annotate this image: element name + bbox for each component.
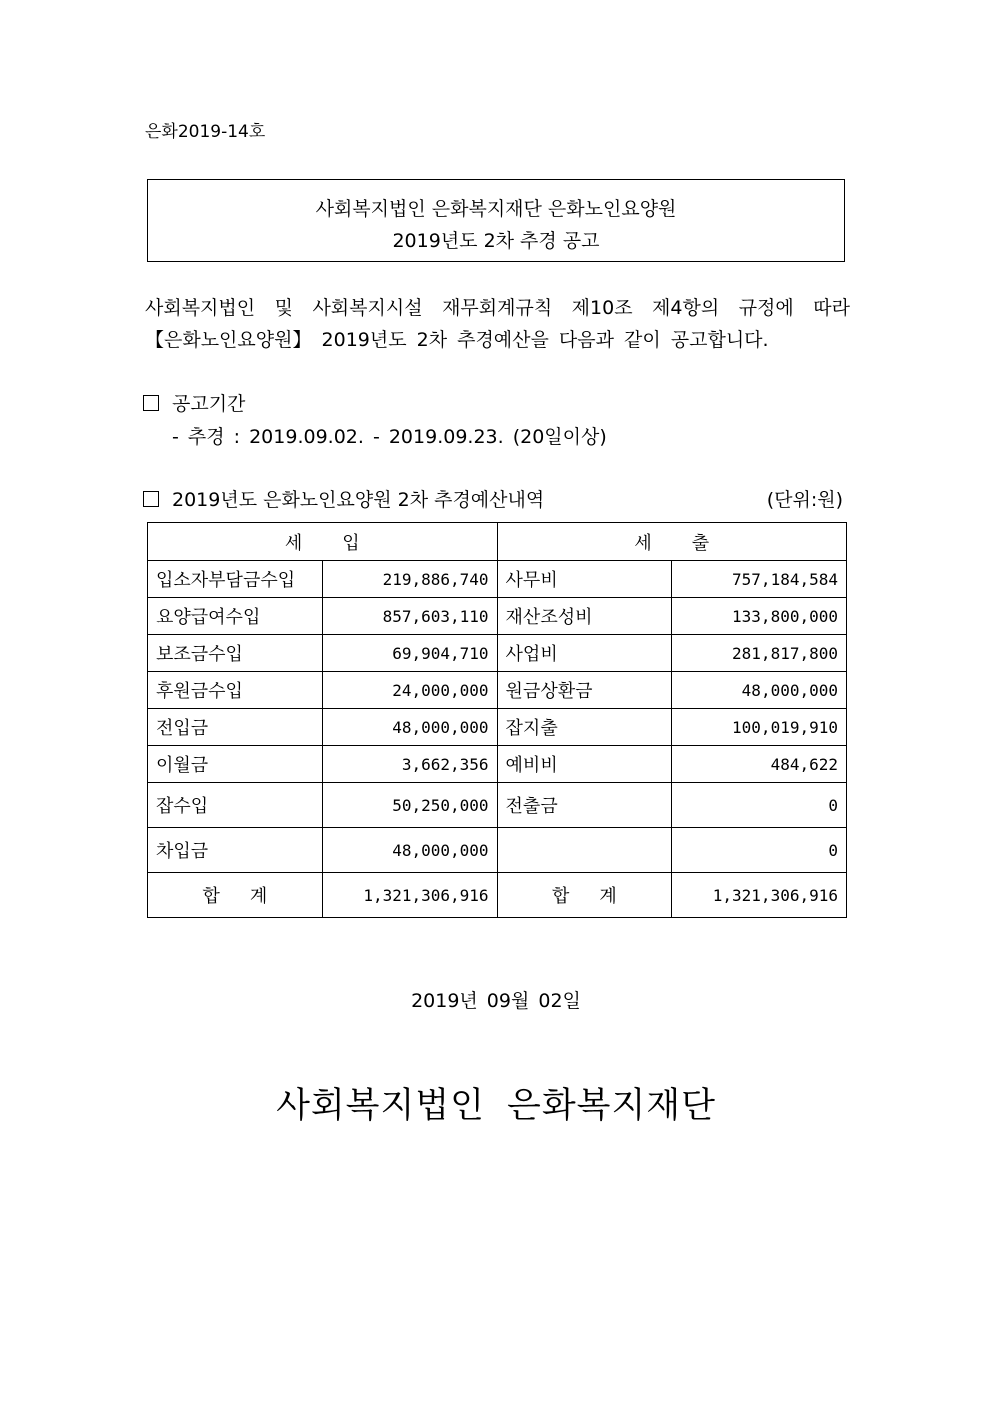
expense-amount: 281,817,800	[672, 635, 847, 672]
intro-paragraph	[145, 292, 850, 356]
table-row	[148, 672, 847, 709]
expense-amount: 757,184,584	[672, 561, 847, 598]
expense-amount: 0	[672, 828, 847, 873]
expense-item	[497, 828, 672, 873]
revenue-item: 차입금	[148, 828, 323, 873]
expense-amount: 0	[672, 783, 847, 828]
expense-amount: 484,622	[672, 746, 847, 783]
title-notice: 2019년도 2차 추경 공고	[392, 230, 600, 252]
revenue-amount: 219,886,740	[322, 561, 497, 598]
revenue-amount: 857,603,110	[322, 598, 497, 635]
title-organization: 사회복지법인 은화복지재단 은화노인요양원	[315, 198, 677, 220]
intro-word: 및	[274, 297, 293, 319]
unit-label: (단위:원)	[766, 489, 843, 511]
expense-amount: 133,800,000	[672, 598, 847, 635]
revenue-item: 요양급여수입	[148, 598, 323, 635]
expense-item: 전출금	[497, 783, 672, 828]
expense-total-label: 합계	[497, 873, 672, 918]
intro-line-1	[145, 292, 850, 324]
intro-word: 따라	[813, 297, 850, 319]
document-number: 은화2019-14호	[145, 122, 266, 142]
intro-word: 재무회계규칙	[442, 297, 553, 319]
expense-item: 잡지출	[497, 709, 672, 746]
intro-word: 사회복지시설	[312, 297, 423, 319]
revenue-header: 세입	[148, 523, 498, 561]
budget-heading-text: 2019년도 은화노인요양원 2차 추경예산내역	[172, 489, 545, 511]
period-section-heading	[143, 389, 245, 416]
revenue-amount: 3,662,356	[322, 746, 497, 783]
revenue-amount: 50,250,000	[322, 783, 497, 828]
title-box	[147, 179, 845, 262]
revenue-amount: 48,000,000	[322, 709, 497, 746]
expense-amount: 48,000,000	[672, 672, 847, 709]
budget-section-heading	[143, 485, 544, 512]
revenue-item: 후원금수입	[148, 672, 323, 709]
table-row	[148, 746, 847, 783]
checkbox-icon	[143, 395, 159, 411]
revenue-item: 전입금	[148, 709, 323, 746]
revenue-item: 잡수입	[148, 783, 323, 828]
table-row	[148, 709, 847, 746]
table-row	[148, 598, 847, 635]
total-row	[148, 873, 847, 918]
expense-item: 사무비	[497, 561, 672, 598]
expense-amount: 100,019,910	[672, 709, 847, 746]
intro-word: 사회복지법인	[145, 297, 256, 319]
expense-item: 원금상환금	[497, 672, 672, 709]
revenue-amount: 69,904,710	[322, 635, 497, 672]
revenue-item: 입소자부담금수입	[148, 561, 323, 598]
revenue-total-label: 합계	[148, 873, 323, 918]
expense-header: 세출	[497, 523, 846, 561]
revenue-total-amount: 1,321,306,916	[322, 873, 497, 918]
table-header-row	[148, 523, 847, 561]
table-row	[148, 561, 847, 598]
revenue-item: 이월금	[148, 746, 323, 783]
table-row	[148, 783, 847, 828]
budget-table	[147, 522, 847, 918]
intro-word: 제10조	[571, 297, 633, 319]
intro-word: 규정에	[738, 297, 794, 319]
expense-total-amount: 1,321,306,916	[672, 873, 847, 918]
table-row	[148, 635, 847, 672]
checkbox-icon	[143, 491, 159, 507]
notice-date: 2019년 09월 02일	[411, 990, 581, 1012]
expense-item: 재산조성비	[497, 598, 672, 635]
expense-item: 예비비	[497, 746, 672, 783]
revenue-item: 보조금수입	[148, 635, 323, 672]
period-heading-text: 공고기간	[172, 393, 246, 415]
table-row	[148, 828, 847, 873]
revenue-amount: 48,000,000	[322, 828, 497, 873]
expense-item: 사업비	[497, 635, 672, 672]
period-detail: - 추경 : 2019.09.02. - 2019.09.23. (20일이상)	[172, 426, 607, 448]
revenue-amount: 24,000,000	[322, 672, 497, 709]
issuer-signature: 사회복지법인 은화복지재단	[276, 1086, 716, 1126]
intro-line-2: 【은화노인요양원】 2019년도 2차 추경예산을 다음과 같이 공고합니다.	[145, 329, 769, 351]
intro-word: 제4항의	[652, 297, 720, 319]
